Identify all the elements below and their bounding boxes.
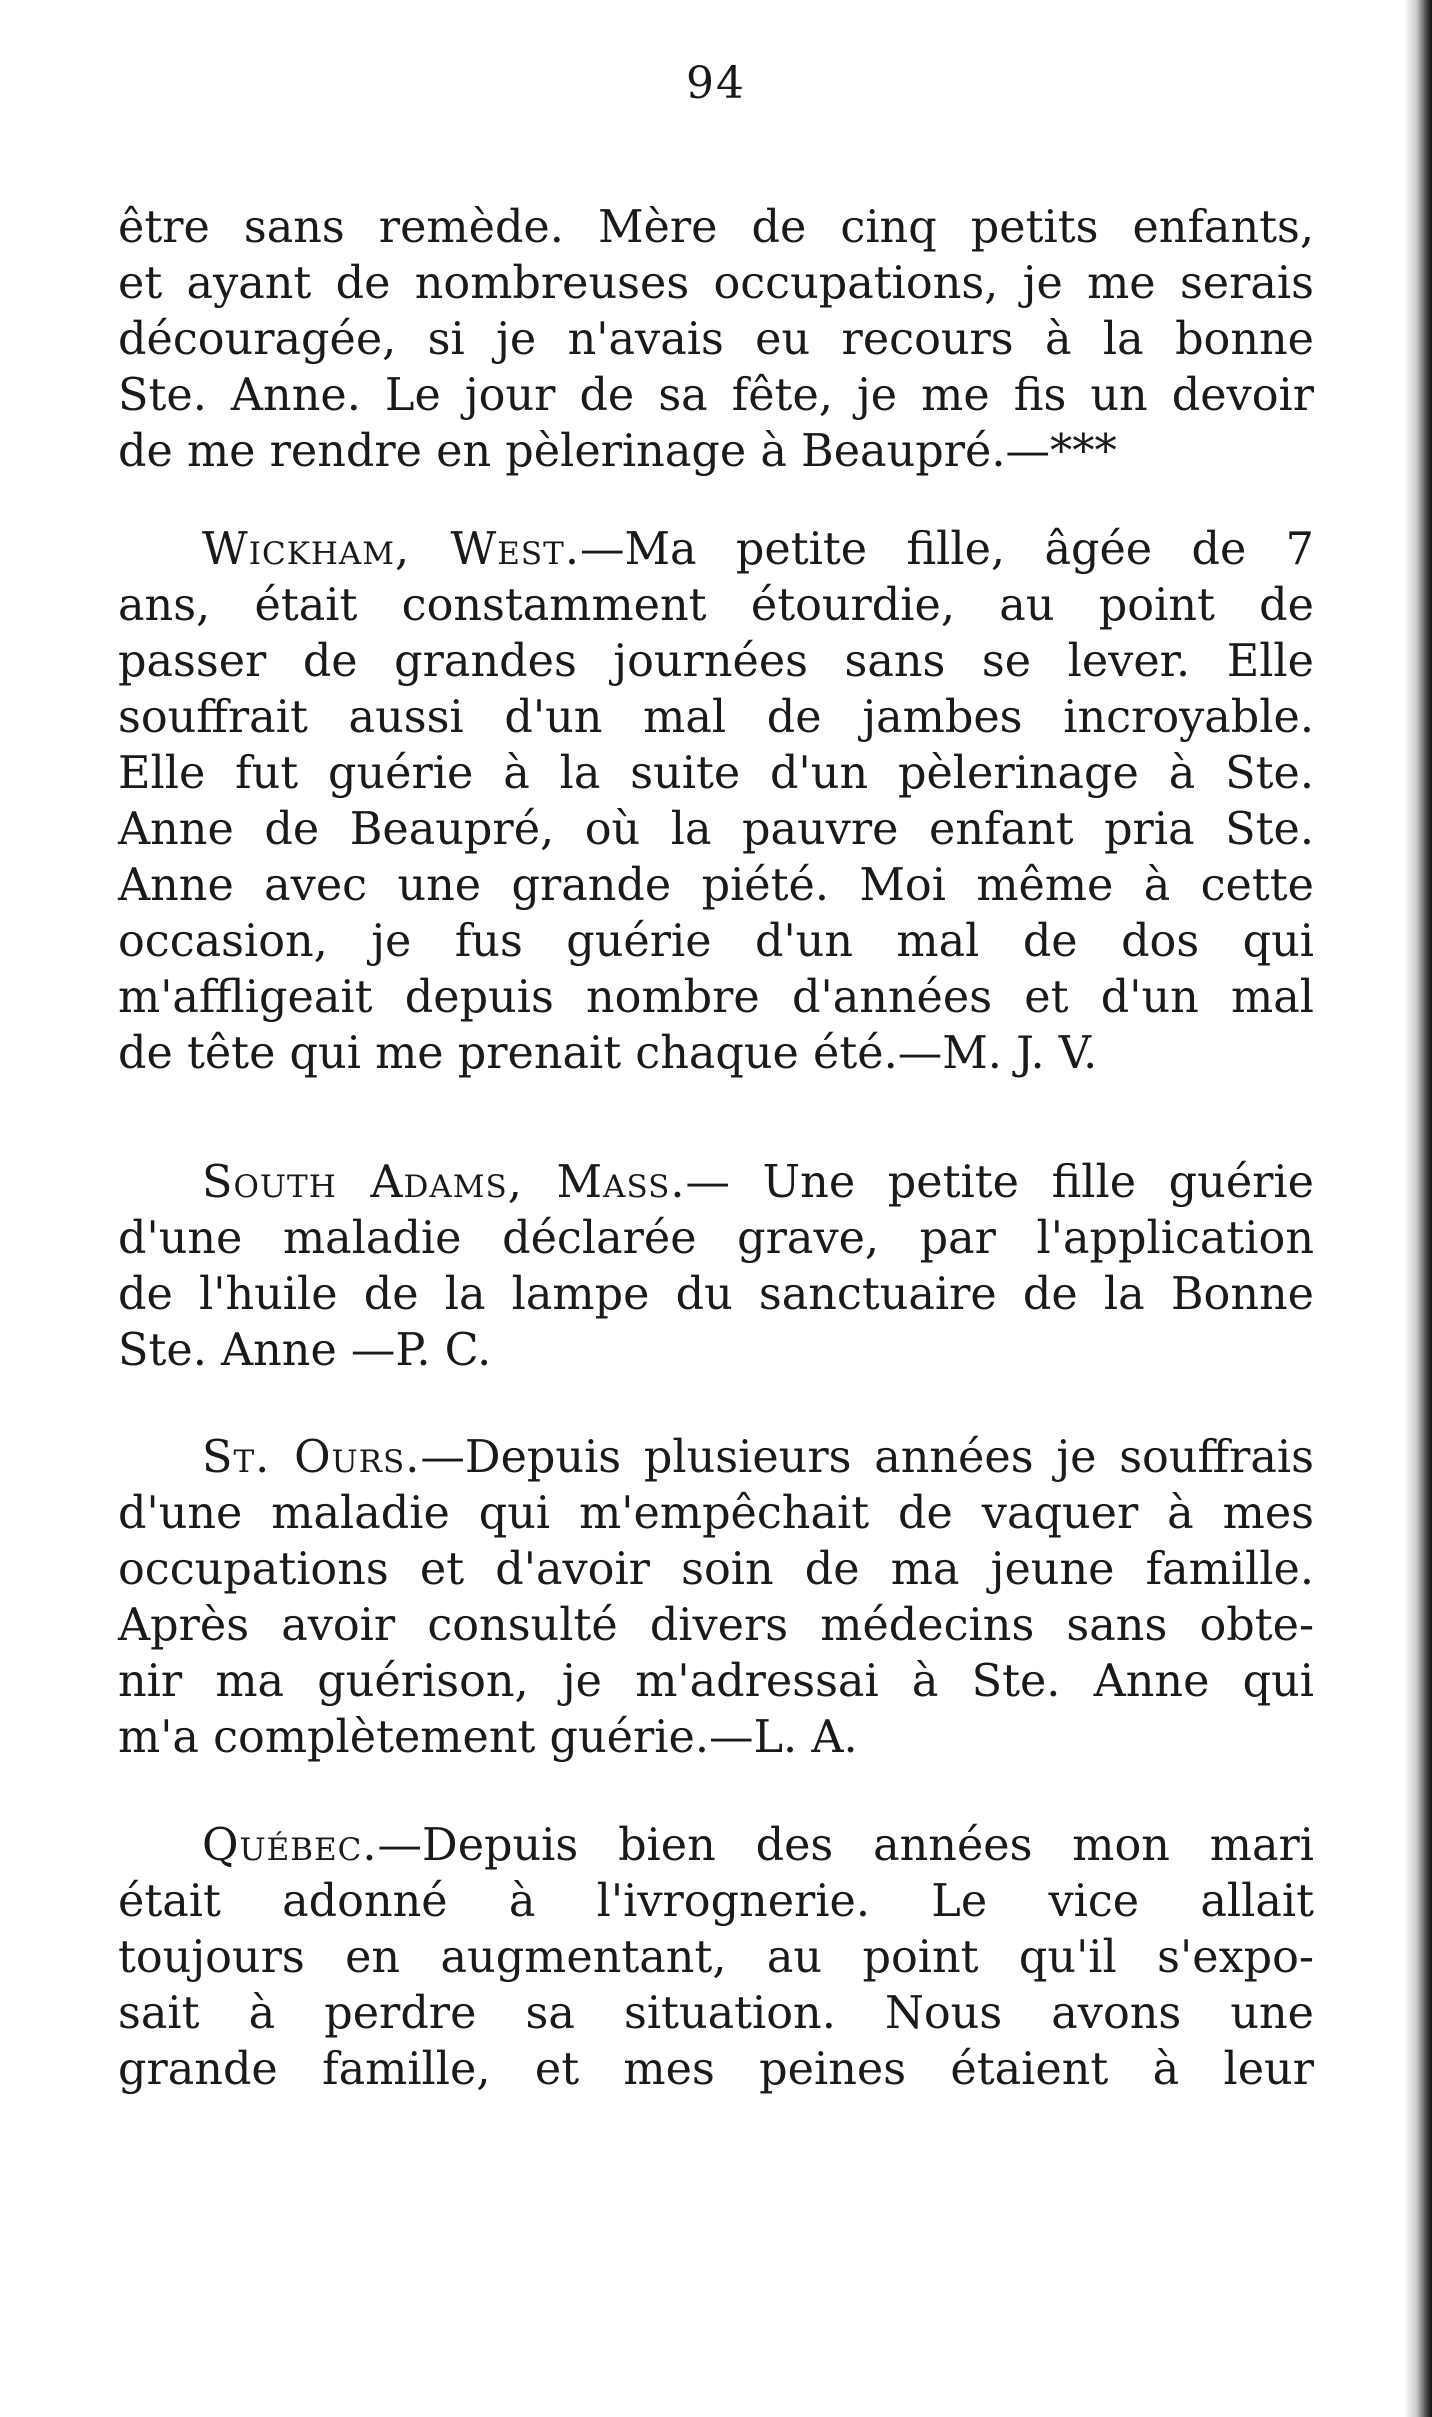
testimony-paragraph-quebec: [118, 1818, 1314, 2098]
testimony-paragraph-south-adams: [118, 1155, 1314, 1379]
text-line: de tête qui me prenait chaque été.—M. J. V.: [118, 1028, 1098, 1079]
place-heading: Wickham, West.: [202, 524, 580, 575]
text-fragment: —Depuis plusieurs années je souffrais: [420, 1432, 1314, 1483]
text-line: occupations et d'avoir soin de ma jeune famille.: [118, 1544, 1314, 1595]
text-line: de l'huile de la lampe du sanctuaire de la Bonne: [118, 1269, 1314, 1320]
text-fragment: —Ma petite fille, âgée de 7: [579, 524, 1314, 575]
text-line: m'affligeait depuis nombre d'années et d'un mal: [118, 972, 1314, 1023]
text-line: passer de grandes journées sans se lever. Elle: [118, 636, 1314, 687]
text-line-first: [118, 522, 1314, 578]
text-line: souffrait aussi d'un mal de jambes incroyable.: [118, 692, 1314, 743]
text-line: Elle fut guérie à la suite d'un pèlerinage à Ste.: [118, 748, 1314, 799]
text-line: découragée, si je n'avais eu recours à la bonne: [118, 314, 1314, 365]
text-fragment: — Une petite fille guérie: [685, 1157, 1314, 1208]
place-heading: Québec.: [202, 1820, 378, 1871]
text-line: m'a complètement guérie.—L. A.: [118, 1712, 858, 1763]
text-line-first: [118, 1430, 1314, 1486]
text-line: d'une maladie déclarée grave, par l'application: [118, 1213, 1314, 1264]
place-heading: St. Ours.: [202, 1432, 421, 1483]
text-line: occasion, je fus guérie d'un mal de dos qui: [118, 916, 1314, 967]
text-fragment: —Depuis bien des années mon mari: [377, 1820, 1314, 1871]
text-line: Ste. Anne. Le jour de sa fête, je me fis un devoir: [118, 370, 1314, 421]
testimony-paragraph-wickham: [118, 522, 1314, 1082]
place-heading: South Adams, Mass.: [202, 1157, 686, 1208]
testimony-paragraph-st-ours: [118, 1430, 1314, 1766]
text-line-first: [118, 1155, 1314, 1211]
text-line: ans, était constamment étourdie, au point de: [118, 580, 1314, 631]
text-line: était adonné à l'ivrognerie. Le vice allait: [118, 1876, 1314, 1927]
text-line: sait à perdre sa situation. Nous avons une: [118, 1988, 1314, 2039]
text-line: nir ma guérison, je m'adressai à Ste. Anne qui: [118, 1656, 1314, 1707]
text-line: Anne de Beaupré, où la pauvre enfant pria Ste.: [118, 804, 1314, 855]
text-line: grande famille, et mes peines étaient à leur: [118, 2044, 1314, 2095]
text-line: et ayant de nombreuses occupations, je me serais: [118, 258, 1314, 309]
page-binding-edge: [1404, 0, 1432, 2417]
text-line: Après avoir consulté divers médecins sans obte-: [118, 1600, 1314, 1651]
text-line: toujours en augmentant, au point qu'il s'expo-: [118, 1932, 1314, 1983]
text-line: être sans remède. Mère de cinq petits enfants,: [118, 202, 1314, 253]
text-line: Anne avec une grande piété. Moi même à cette: [118, 860, 1314, 911]
text-line: Ste. Anne —P. C.: [118, 1325, 492, 1376]
page-number: 94: [686, 58, 746, 109]
text-line-first: [118, 1818, 1314, 1874]
testimony-paragraph-1: [118, 200, 1314, 480]
text-line: de me rendre en pèlerinage à Beaupré.—***: [118, 426, 1117, 477]
text-line: d'une maladie qui m'empêchait de vaquer à mes: [118, 1488, 1314, 1539]
